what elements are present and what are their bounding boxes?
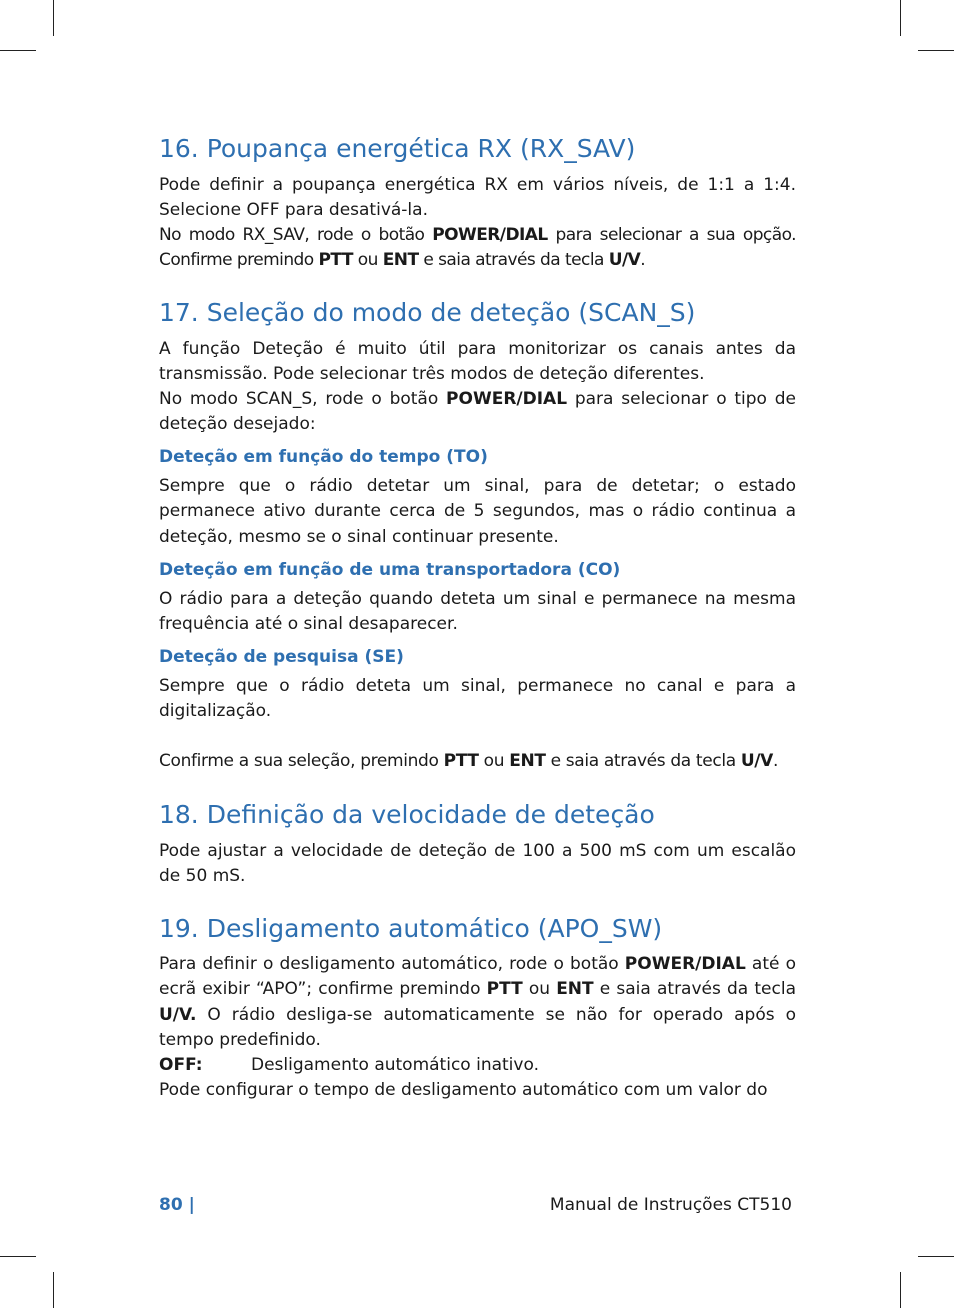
section-17-confirm: Confirme a sua seleção, premindo PTT ou ENT e saia através da tecla U/V. [159,751,778,771]
section-17-paragraph: A função Deteção é muito útil para monitorizar os canais antes da transmissão. Pode selecionar três modos de deteção diferentes. [159,339,796,385]
section-19-paragraph: Para definir o desligamento automático, rode o botão POWER/DIAL até o ecrã exibir “APO”; confirme premindo PTT ou ENT e saia através da tecla U/V. O rádio desliga-se automaticamente se não for operado após o tempo predefinido. [159,954,796,1050]
crop-mark [53,0,54,36]
manual-title: Manual de Instruções CT510 [549,1195,792,1215]
mode-text-se: Sempre que o rádio deteta um sinal, permanece no canal e para a digitalização. [159,676,796,722]
section-16-title: 16. Poupança energética RX (RX_SAV) [159,134,636,163]
section-17-instructions: No modo SCAN_S, rode o botão POWER/DIAL para selecionar o tipo de deteção desejado: [159,389,796,435]
section-17-title: 17. Seleção do modo de deteção (SCAN_S) [159,298,696,327]
mode-heading-se: Deteção de pesquisa (SE) [159,647,404,667]
mode-heading-to: Deteção em função do tempo (TO) [159,447,488,467]
crop-mark [918,1256,954,1257]
crop-mark [0,50,36,51]
section-19-title: 19. Desligamento automático (APO_SW) [159,914,663,943]
mode-text-to: Sempre que o rádio detetar um sinal, para de detetar; o estado permanece ativo durante cerca de 5 segundos, mas o rádio continua a deteção, mesmo se o sinal continuar presente. [159,476,796,547]
crop-mark [0,1256,36,1257]
mode-text-co: O rádio para a deteção quando deteta um sinal e permanece na mesma frequência até o sinal desaparecer. [159,589,796,635]
off-text: Desligamento automático inativo. [251,1055,539,1075]
section-16-paragraph: Pode definir a poupança energética RX em vários níveis, de 1:1 a 1:4. Selecione OFF para desativá-la. [159,175,796,221]
crop-mark [918,50,954,51]
mode-heading-co: Deteção em função de uma transportadora (CO) [159,560,621,580]
crop-mark [900,0,901,36]
section-16-instructions: No modo RX_SAV, rode o botão POWER/DIAL para selecionar a sua opção. Confirme premindo PTT ou ENT e saia através da tecla U/V. [159,225,797,271]
crop-mark [900,1272,901,1308]
page-number: 80 | [159,1195,195,1215]
crop-mark [53,1272,54,1308]
section-18-paragraph: Pode ajustar a velocidade de deteção de 100 a 500 mS com um escalão de 50 mS. [159,841,796,887]
section-19-off-row [159,1053,796,1078]
section-19-last-line: Pode configurar o tempo de desligamento automático com um valor do [159,1080,768,1100]
off-label: OFF: [159,1055,203,1075]
section-18-title: 18. Definição da velocidade de deteção [159,800,655,829]
